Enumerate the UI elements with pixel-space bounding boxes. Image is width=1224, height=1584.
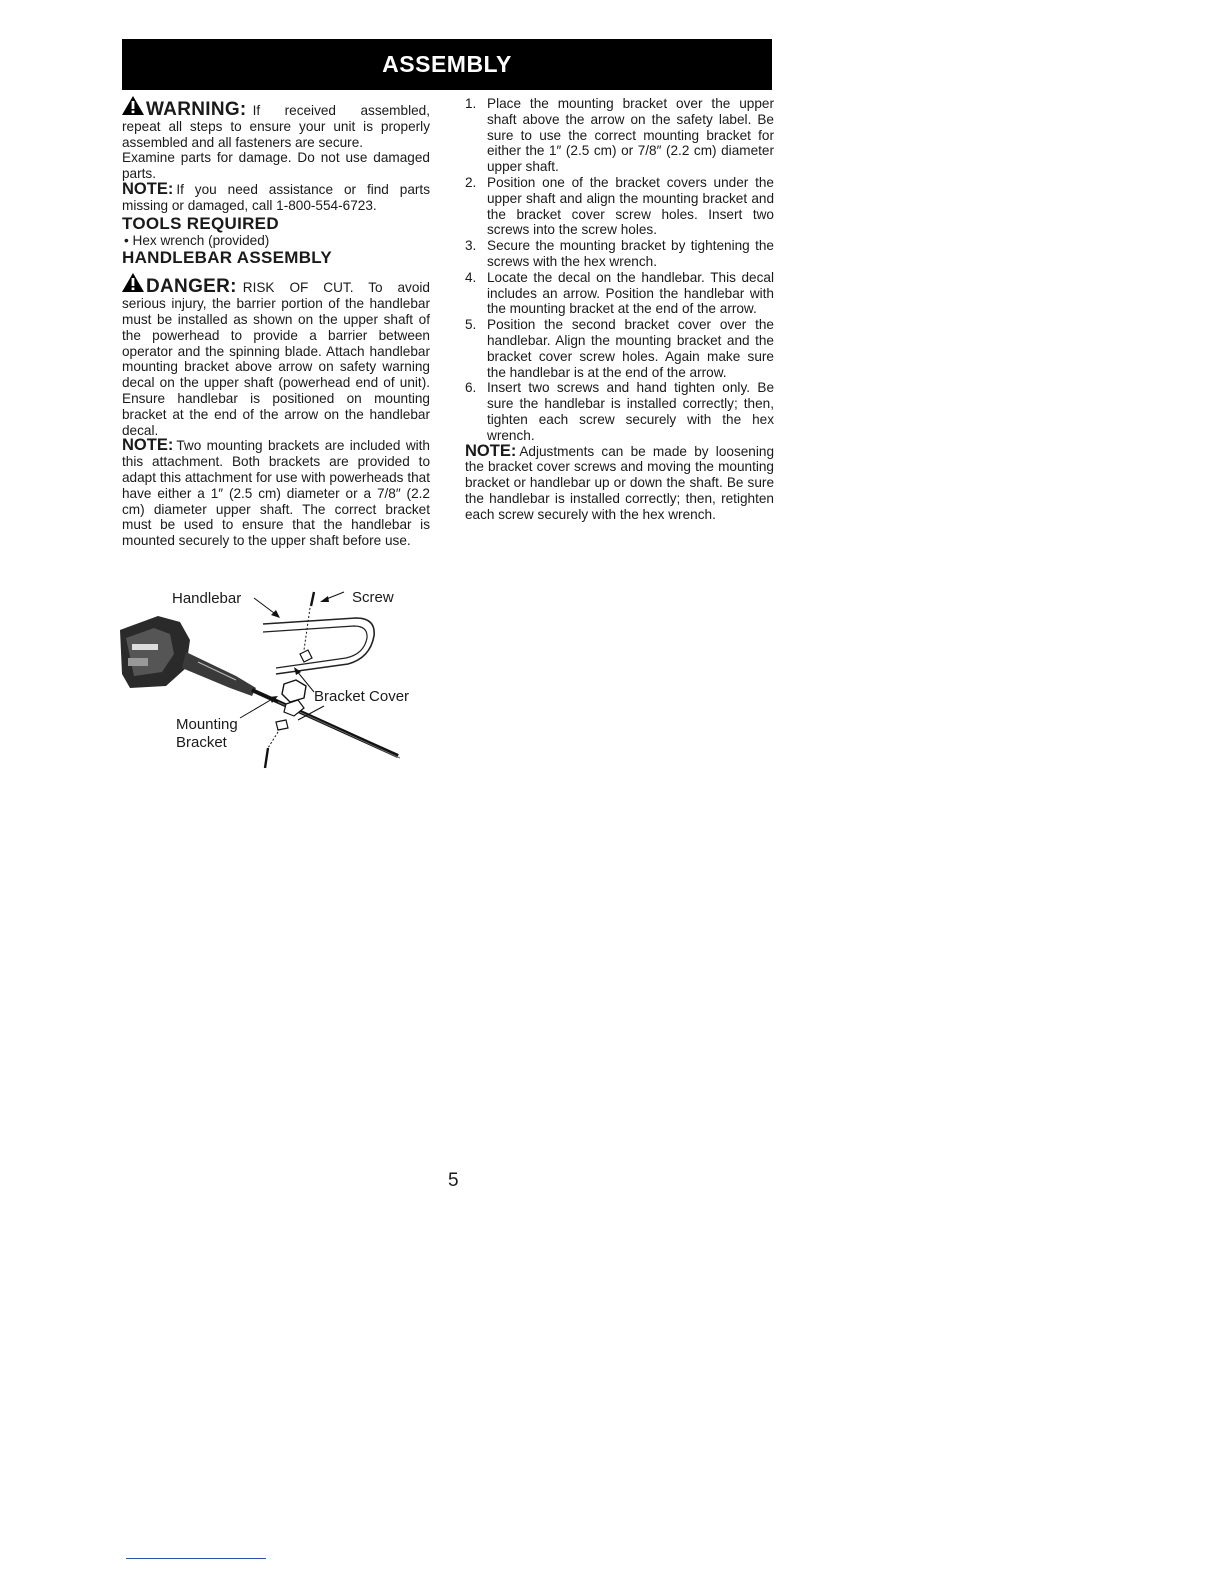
assembly-steps: [465, 96, 774, 444]
right-column: [465, 96, 774, 523]
handlebar-illustration: [118, 588, 428, 778]
step-text: Position one of the bracket covers under the upper shaft and align the mounting bracket and the bracket cover screw holes. Insert two screws into the screw holes.: [487, 174, 774, 238]
step-text: Locate the decal on the handlebar. This decal includes an arrow. Position the handlebar with the mounting bracket at the end of the arrow.: [487, 269, 774, 317]
warning-triangle-icon: [122, 96, 144, 115]
examine-paragraph: Examine parts for damage. Do not use damaged parts.: [122, 150, 430, 182]
step-number: 3.: [465, 238, 477, 254]
danger-text: RISK OF CUT. To avoid serious injury, the barrier portion of the handlebar must be installed as shown on the upper shaft of the powerhead to provide a barrier between operator and the spinning blade. Attach handlebar mounting bracket above arrow on safety warning decal on the upper shaft (powerhead end of unit). Ensure handlebar is positioned on mounting bracket at the end of the arrow on the handlebar decal.: [122, 280, 430, 438]
list-item: [465, 317, 774, 380]
danger-triangle-icon: [122, 273, 144, 292]
list-item: [465, 380, 774, 443]
warning-label: WARNING:: [146, 99, 247, 120]
step-number: 2.: [465, 174, 477, 190]
step-number: 5.: [465, 317, 477, 333]
note-text: Two mounting brackets are included with this attachment. Both brackets are provided to adapt this attachment for use with powerheads that have either a 1″ (2.5 cm) diameter or a 7/8″ (2.2 cm) diameter upper shaft. The correct bracket must be used to ensure that the handlebar is mounted securely to the upper shaft before use.: [122, 438, 430, 549]
list-item: [465, 238, 774, 270]
footer-divider: [126, 1558, 266, 1559]
section-title: ASSEMBLY: [382, 51, 512, 77]
note-label: NOTE:: [465, 441, 517, 460]
screw-label: Screw: [352, 589, 394, 606]
note-paragraph: [465, 441, 774, 523]
left-column: [122, 96, 430, 549]
note-label: NOTE:: [122, 436, 174, 455]
warning-text: If received assembled, repeat all steps to ensure your unit is properly assembled and all fasteners are secure.: [122, 103, 430, 150]
tools-required-heading: TOOLS REQUIRED: [122, 213, 279, 233]
handlebar-assembly-figure: [118, 588, 428, 778]
bracket-cover-label: Bracket Cover: [314, 688, 410, 705]
list-item: [465, 270, 774, 317]
note-paragraph: [122, 179, 430, 214]
step-number: 6.: [465, 380, 477, 396]
section-header: [122, 39, 772, 90]
note-text: If you need assistance or find parts missing or damaged, call 1-800-554-6723.: [122, 181, 430, 213]
note-text: Adjustments can be made by loosening the bracket cover screws and moving the mounting bracket or handlebar up or down the shaft. Be sure the handlebar is installed correctly; then, retighten each screw securely with the hex wrench.: [465, 443, 774, 522]
bracket-label: Bracket: [176, 734, 227, 751]
page-number: 5: [448, 1170, 459, 1191]
handlebar-label: Handlebar: [172, 590, 242, 607]
step-text: Secure the mounting bracket by tightening the screws with the hex wrench.: [487, 238, 774, 269]
list-item: [465, 96, 774, 175]
warning-paragraph: [122, 96, 430, 150]
danger-sign: [122, 273, 237, 298]
note-label: NOTE:: [122, 179, 174, 198]
step-text: Place the mounting bracket over the upper shaft above the arrow on the safety label. Be sure to use the correct mounting bracket for either the 1″ (2.5 cm) or 7/8″ (2.2 cm) diameter upper shaft.: [487, 96, 774, 175]
danger-paragraph: [122, 273, 430, 438]
tools-list-item: • Hex wrench (provided): [124, 232, 270, 248]
list-item: [465, 175, 774, 238]
note-paragraph: [122, 438, 430, 549]
danger-label: DANGER:: [146, 276, 237, 298]
step-number: 4.: [465, 269, 477, 285]
step-text: Position the second bracket cover over the handlebar. Align the mounting bracket and the bracket cover screw holes. Again make sure the handlebar is at the end of the arrow.: [487, 317, 774, 380]
handlebar-assembly-heading: HANDLEBAR ASSEMBLY: [122, 248, 333, 268]
mounting-label: Mounting: [176, 716, 238, 733]
warning-sign: [122, 96, 247, 118]
step-number: 1.: [465, 96, 477, 111]
step-text: Insert two screws and hand tighten only. Be sure the handlebar is installed correctly; then, tighten each screw securely with the hex wrench.: [487, 380, 774, 443]
